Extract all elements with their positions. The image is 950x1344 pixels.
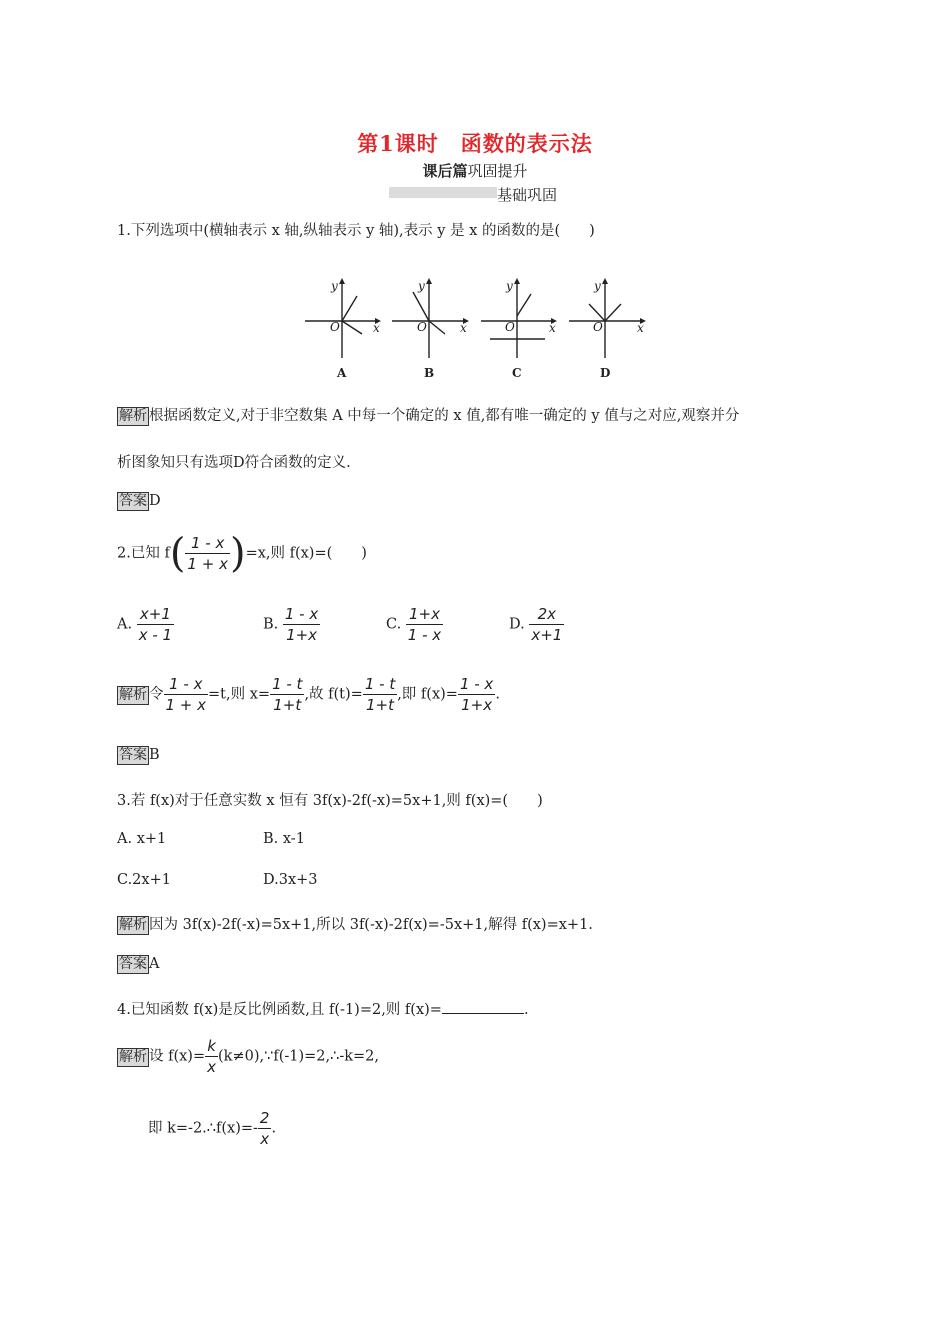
q3-option-b: B. x-1: [263, 831, 305, 847]
lesson-subtitle: [0, 160, 950, 181]
answer-tag: 答案: [119, 747, 147, 763]
answer-tag: 答案: [119, 956, 147, 972]
q1-analysis-line2: 析图象知只有选项D符合函数的定义.: [117, 455, 351, 471]
graph-a-curve-2: [342, 321, 362, 334]
graph-c-x-label: x: [549, 321, 556, 335]
graph-d-curve-2: [605, 304, 621, 321]
subtitle-rest: 巩固提升: [467, 162, 528, 180]
analysis-tag: 解析: [119, 408, 147, 424]
graph-b-origin: O: [417, 320, 427, 334]
q2-option-a: A. $\frac{x+1}{x - 1}$: [117, 605, 173, 644]
q1-answer: [117, 492, 161, 511]
graph-c-y-label: y: [506, 279, 513, 293]
q3-answer: [117, 955, 159, 974]
graph-d-y-label: y: [594, 279, 601, 293]
q2-stem-post: =x,则 f(x)=( ): [245, 545, 367, 562]
graph-d-origin: O: [593, 320, 603, 334]
q2-option-c: C. $\frac{1+x}{1 - x}$: [386, 605, 442, 644]
lesson-title: 第1课时 函数的表示法: [357, 131, 593, 156]
q2-option-d: D. $\frac{2x}{x+1}$: [509, 605, 563, 644]
q2-answer: [117, 746, 160, 765]
q3-option-d: D.3x+3: [263, 872, 318, 888]
section-heading: 基础巩固: [497, 186, 558, 204]
graph-c-caption: C: [512, 366, 522, 380]
graph-d-curve-1: [589, 304, 605, 321]
graph-a-origin: O: [330, 320, 340, 334]
q2-stem-pre: 2.已知 f: [117, 545, 170, 562]
answer-tag: 答案: [119, 493, 147, 509]
q4-analysis-line1: 解析 设 f(x)= $\frac{k}{x}$ (k≠0),∵f(-1)=2,∴-k=2,: [119, 1037, 380, 1076]
analysis-tag: 解析: [119, 1048, 147, 1065]
q2-answer-value: B: [149, 747, 160, 763]
q3-option-c: C.2x+1: [117, 872, 171, 888]
graph-b-x-label: x: [460, 321, 467, 335]
graph-b-caption: B: [424, 366, 435, 380]
q2-analysis: 解析 令 $\frac{1 - x}{1 + x}$ =t,则 x= $\frac{1 - t}{1+t}$ ,故 f(t)= $\frac{1 - t}{1+t}$ ,即 f(x)= $\frac{1 - x}{1+x}$ .: [119, 675, 500, 714]
graph-a-y-label: y: [331, 279, 338, 293]
q2-stem-fraction: $\frac{1 - x}{1 + x}$: [187, 534, 228, 573]
graph-a-curve-1: [342, 296, 357, 321]
q4-answer-blank[interactable]: [442, 999, 524, 1014]
section-bar: [389, 187, 497, 198]
q2-stem: [117, 530, 367, 577]
q3-stem: 3.若 f(x)对于任意实数 x 恒有 3f(x)-2f(-x)=5x+1,则 f(x)=( ): [117, 793, 543, 809]
q2-option-b: B. $\frac{1 - x}{1+x}$: [263, 605, 319, 644]
q1-analysis-text-1: 根据函数定义,对于非空数集 A 中每一个确定的 x 值,都有唯一确定的 y 值与之对应,观察并分: [149, 408, 740, 424]
q1-graphs: [295, 276, 655, 386]
q3-analysis: [117, 913, 593, 935]
graph-a-x-label: x: [373, 321, 380, 335]
graph-b-y-label: y: [418, 279, 425, 293]
q4-analysis-line2: 即 k=-2.∴f(x)=- $\frac{2}{x}$ .: [148, 1109, 277, 1148]
q3-analysis-text: 因为 3f(x)-2f(-x)=5x+1,所以 3f(-x)-2f(x)=-5x+1,解得 f(x)=x+1.: [149, 917, 593, 933]
graph-d-caption: D: [600, 366, 611, 380]
graph-d-x-label: x: [637, 321, 644, 335]
graph-b-curve-1: [413, 292, 429, 321]
graph-b-curve-2: [429, 321, 445, 334]
q3-option-a: A. x+1: [117, 831, 167, 847]
analysis-tag: 解析: [119, 686, 147, 703]
analysis-tag: 解析: [119, 917, 147, 933]
q2-right-paren: ): [229, 530, 246, 577]
graph-c-curve-1: [517, 294, 531, 316]
q1-analysis-line1: [117, 404, 739, 426]
graph-c-origin: O: [505, 320, 515, 334]
graph-a-caption: A: [337, 366, 347, 380]
q3-answer-value: A: [149, 956, 160, 972]
q4-stem: 4.已知函数 f(x)是反比例函数,且 f(-1)=2,则 f(x)= .: [117, 998, 529, 1019]
q1-stem: 1.下列选项中(横轴表示 x 轴,纵轴表示 y 轴),表示 y 是 x 的函数的是( ): [117, 223, 595, 239]
q2-left-paren: (: [169, 530, 186, 577]
subtitle-bold: 课后篇: [422, 162, 468, 180]
q1-answer-value: D: [149, 493, 161, 509]
